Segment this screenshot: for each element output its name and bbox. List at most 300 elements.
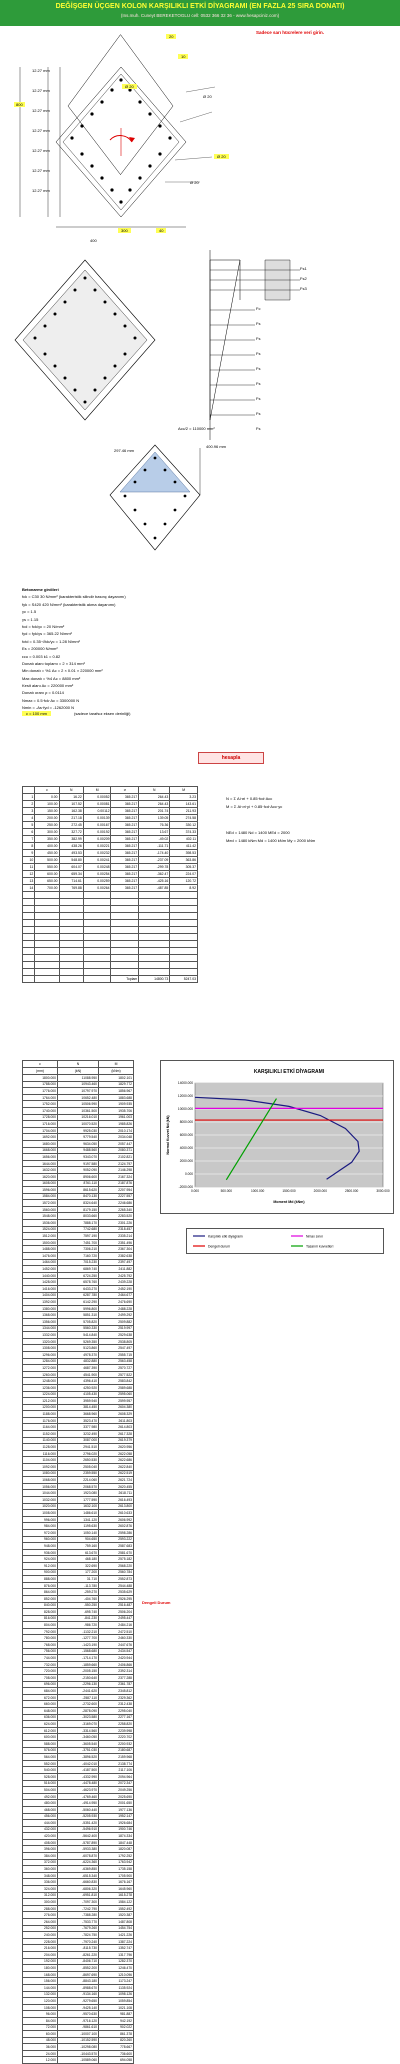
input-row: Es = 200000 N/mm² xyxy=(22,646,58,652)
table-cell: 108.000 xyxy=(23,2004,58,2011)
table-cell: 8 xyxy=(23,843,35,850)
table-cell xyxy=(139,941,170,948)
table-row xyxy=(23,2057,134,2064)
table-cell xyxy=(111,934,139,941)
bottom-dim-input-2[interactable]: 40 xyxy=(156,228,166,233)
table-cell: 8761.110 xyxy=(57,1180,98,1187)
table-row xyxy=(23,1338,134,1345)
table-cell: 8179.150 xyxy=(57,1206,98,1213)
table-cell: 2434.547 xyxy=(99,1648,134,1655)
table-cell: 2620.956 xyxy=(99,1444,134,1451)
input-row: fyd = fyk/γs = 365.22 N/mm² xyxy=(22,631,73,637)
table-cell: 1272.000 xyxy=(23,1365,58,1372)
table-cell: 2406.866 xyxy=(99,1661,134,1668)
table-row xyxy=(23,1800,134,1807)
interaction-values-table xyxy=(22,1060,134,2064)
table-cell: -1423.190 xyxy=(57,1642,98,1649)
table-cell: 588.000 xyxy=(23,1740,58,1747)
table-cell: 3959.940 xyxy=(57,1398,98,1405)
table-cell: 2187.876 xyxy=(99,1180,134,1187)
table-total-row xyxy=(23,976,198,983)
table-cell: 2124.797 xyxy=(99,1160,134,1167)
table-cell: 2068.570 xyxy=(57,1483,98,1490)
table-row xyxy=(23,1226,134,1233)
table-cell: 2049.256 xyxy=(99,1787,134,1794)
table-row xyxy=(23,1239,134,1246)
table-cell: -10007.100 xyxy=(57,2031,98,2038)
table-cell: 2227.557 xyxy=(99,1193,134,1200)
table-cell: 7888.170 xyxy=(57,1220,98,1227)
table-cell: 1164.000 xyxy=(23,1424,58,1431)
input-row[interactable]: fck = C30 30 N/mm² (karakteristik silindir basınç dayanımı) xyxy=(22,594,126,600)
neutral-axis-note: (sadece tarafsız eksen derinliği) xyxy=(74,711,131,716)
spacing-label: 12.27 mm xyxy=(32,148,50,153)
table-cell: 5414.840 xyxy=(57,1332,98,1339)
table-row xyxy=(23,1299,134,1306)
bar-dim-input-2[interactable]: Ø 20 xyxy=(214,154,229,159)
table-cell: 2575.182 xyxy=(99,1556,134,1563)
side-dim-input[interactable]: 800 xyxy=(16,102,23,107)
table-cell: 365.217 xyxy=(111,885,139,892)
table-cell: 350.00 xyxy=(35,836,59,843)
table-cell: 876.000 xyxy=(23,1582,58,1589)
table-cell: -986.720 xyxy=(57,1622,98,1629)
table-cell xyxy=(35,948,59,955)
table-row xyxy=(23,2017,134,2024)
table-cell: 192.000 xyxy=(23,1958,58,1965)
table-row xyxy=(23,1444,134,1451)
table-cell: -111.71 xyxy=(139,843,170,850)
table-cell: 365.217 xyxy=(111,822,139,829)
table-cell xyxy=(111,969,139,976)
input-row[interactable]: fyk = S420 420 N/mm² (karakteristik akma dayanımı) xyxy=(22,601,116,607)
table-cell: 12.000 xyxy=(23,2057,58,2064)
table-cell: 4978.370 xyxy=(57,1351,98,1358)
table-cell: 1923.080 xyxy=(57,1490,98,1497)
table-cell: 1668.000 xyxy=(23,1147,58,1154)
table-row xyxy=(23,1477,134,1484)
table-cell xyxy=(170,969,198,976)
table-cell: 432.000 xyxy=(23,1826,58,1833)
table-cell: 1777.590 xyxy=(57,1497,98,1504)
table-cell: 2283.520 xyxy=(99,1213,134,1220)
table-cell: 1308.000 xyxy=(23,1345,58,1352)
table-row xyxy=(23,2037,134,2044)
input-row: Donatı oranı ρ = 0.0114 xyxy=(22,690,64,696)
table-row xyxy=(23,1081,134,1088)
table-cell: 264.43 xyxy=(139,794,170,801)
table-row xyxy=(23,1622,134,1629)
table-cell: 365.217 xyxy=(111,878,139,885)
table-cell: 1200.000 xyxy=(23,1404,58,1411)
table-cell: 1676.167 xyxy=(99,1879,134,1886)
width-label: 400 xyxy=(90,238,97,243)
force-label: Fs xyxy=(256,396,261,401)
table-row xyxy=(23,2031,134,2038)
table-cell xyxy=(59,948,83,955)
table-cell: 16.22 xyxy=(59,794,83,801)
table-cell: 204.000 xyxy=(23,1951,58,1958)
table-cell: 336.000 xyxy=(23,1879,58,1886)
table-cell: -5933.380 xyxy=(57,1846,98,1853)
table-cell: 10943.460 xyxy=(57,1081,98,1088)
table-cell: 1680.000 xyxy=(23,1140,58,1147)
table-cell: 211.93 xyxy=(170,808,198,815)
table-row xyxy=(23,1938,134,1945)
table-cell xyxy=(59,927,83,934)
table-cell: 274.58 xyxy=(170,815,198,822)
table-cell xyxy=(170,962,198,969)
table-cell: 996.000 xyxy=(23,1516,58,1523)
force-label: Fs xyxy=(256,426,261,431)
table-row xyxy=(23,1773,134,1780)
table-cell xyxy=(23,906,35,913)
table-cell: 2599.957 xyxy=(99,1398,134,1405)
table-cell: 2614.803 xyxy=(99,1424,134,1431)
table-row xyxy=(23,1859,134,1866)
table-row xyxy=(23,1253,134,1260)
table-cell: 1344.000 xyxy=(23,1325,58,1332)
table-cell: 365.217 xyxy=(111,871,139,878)
table-cell: 548.80 xyxy=(59,857,83,864)
table-row xyxy=(23,1266,134,1273)
table-row xyxy=(23,843,198,850)
table-cell: 1152.000 xyxy=(23,1431,58,1438)
table-cell: 365.217 xyxy=(111,850,139,857)
table-cell: 0.00259 xyxy=(83,878,111,885)
table-cell xyxy=(35,927,59,934)
table-cell: 1716.000 xyxy=(23,1121,58,1128)
table-cell: 1246.470 xyxy=(99,1965,134,1972)
table-cell: -8406.710 xyxy=(57,1958,98,1965)
table-cell: -9861.610 xyxy=(57,2024,98,2031)
table-row xyxy=(23,927,198,934)
table-cell: 1296.000 xyxy=(23,1351,58,1358)
force-label: Fs xyxy=(256,321,261,326)
table-header-cell: M xyxy=(83,787,111,794)
table-row xyxy=(23,1919,134,1926)
table-cell: 2617.328 xyxy=(99,1431,134,1438)
table-cell: 1548.000 xyxy=(23,1213,58,1220)
table-cell: 300.000 xyxy=(23,1899,58,1906)
table-cell xyxy=(23,948,35,955)
top-dim-input[interactable]: 20 xyxy=(166,34,176,39)
table-cell: 7742.680 xyxy=(57,1226,98,1233)
table-row xyxy=(23,2004,134,2011)
table-cell xyxy=(35,955,59,962)
table-row xyxy=(23,1714,134,1721)
spacing-label: 12.27 mm xyxy=(32,68,50,73)
table-cell: 9925.030 xyxy=(57,1127,98,1134)
table-row xyxy=(23,1431,134,1438)
table-cell: 201.74 xyxy=(139,808,170,815)
table-row xyxy=(23,1932,134,1939)
table-row xyxy=(23,1127,134,1134)
table-row xyxy=(23,1734,134,1741)
table-row xyxy=(23,1971,134,1978)
table-cell: 11088.950 xyxy=(57,1075,98,1082)
table-cell: -174.40 xyxy=(139,850,170,857)
bottom-dim-input[interactable]: 300 xyxy=(118,228,131,233)
result-table xyxy=(22,786,198,983)
table-cell: 13 xyxy=(23,878,35,885)
table-cell: -3460.050 xyxy=(57,1734,98,1741)
table-cell: -9279.650 xyxy=(57,1998,98,2005)
table-cell: 6433.270 xyxy=(57,1286,98,1293)
table-cell xyxy=(111,906,139,913)
table-cell: 272.45 xyxy=(59,822,83,829)
table-cell: 411.42 xyxy=(170,843,198,850)
spacing-label: 12.27 mm xyxy=(32,88,50,93)
table-cell: 2072.347 xyxy=(99,1780,134,1787)
table-cell: 6142.290 xyxy=(57,1299,98,1306)
table-cell: 372.000 xyxy=(23,1859,58,1866)
table-total-cell: 14800.73 xyxy=(139,976,170,983)
table-cell: -7970.240 xyxy=(57,1938,98,1945)
table-cell: -2878.090 xyxy=(57,1708,98,1715)
table-cell: 2563.458 xyxy=(99,1358,134,1365)
table-cell: 1248.000 xyxy=(23,1378,58,1385)
table-cell: 2351.496 xyxy=(99,1239,134,1246)
table-cell: 2621.724 xyxy=(99,1477,134,1484)
table-row xyxy=(23,1220,134,1227)
table-cell: 84.000 xyxy=(23,2017,58,2024)
table-cell: 2516.487 xyxy=(99,1602,134,1609)
table-cell: 2246.686 xyxy=(99,1200,134,1207)
table-cell xyxy=(35,969,59,976)
table-row xyxy=(23,1173,134,1180)
table-cell: 1452.000 xyxy=(23,1266,58,1273)
table-cell: 768.000 xyxy=(23,1642,58,1649)
table-cell: 7306.210 xyxy=(57,1246,98,1253)
table-cell: 168.000 xyxy=(23,1971,58,1978)
table-cell: 1763.942 xyxy=(99,1859,134,1866)
table-cell: 613.670 xyxy=(57,1549,98,1556)
table-cell: 2146.298 xyxy=(99,1167,134,1174)
table-cell: -4623.970 xyxy=(57,1787,98,1794)
table-header-cell: M xyxy=(170,787,198,794)
table-cell xyxy=(83,899,111,906)
table-cell: 2094.964 xyxy=(99,1773,134,1780)
table-header-cell: σ xyxy=(111,787,139,794)
table-cell: 2568.220 xyxy=(99,1562,134,1569)
table-cell: 9 xyxy=(23,850,35,857)
table-cell: 1476.000 xyxy=(23,1253,58,1260)
table-cell: 2538.805 xyxy=(99,1338,134,1345)
table-cell: 408.000 xyxy=(23,1839,58,1846)
table-cell: 4832.880 xyxy=(57,1358,98,1365)
table-cell: -841.230 xyxy=(57,1615,98,1622)
table-row xyxy=(23,934,198,941)
table-row xyxy=(23,1833,134,1840)
table-cell: 327.72 xyxy=(59,829,83,836)
table-cell: 694.058 xyxy=(99,2057,134,2064)
bar-dim-input-1[interactable]: Ø 20 xyxy=(122,84,137,89)
table-row xyxy=(23,1965,134,1972)
table-cell: -49.02 xyxy=(139,836,170,843)
table-cell: 672.000 xyxy=(23,1694,58,1701)
table-cell: 1656.000 xyxy=(23,1154,58,1161)
table-cell: 6724.250 xyxy=(57,1272,98,1279)
table-cell: 3814.450 xyxy=(57,1404,98,1411)
table-cell: 1044.000 xyxy=(23,1490,58,1497)
table-cell: 2318.457 xyxy=(99,1226,134,1233)
table-row xyxy=(23,1984,134,1991)
table-cell xyxy=(139,955,170,962)
table-row xyxy=(23,1140,134,1147)
neutral-axis-input[interactable]: c = 100 mm xyxy=(22,711,51,716)
table-cell: 365.217 xyxy=(111,794,139,801)
table-row xyxy=(23,1576,134,1583)
table-cell: 1135.924 xyxy=(99,1984,134,1991)
table-cell: 852.000 xyxy=(23,1595,58,1602)
table-cell: 1985.826 xyxy=(99,1121,134,1128)
table-cell: 9779.540 xyxy=(57,1134,98,1141)
table-row xyxy=(23,1510,134,1517)
table-cell: 2552.873 xyxy=(99,1576,134,1583)
table-row xyxy=(23,962,198,969)
table-cell: 1188.000 xyxy=(23,1411,58,1418)
table-row xyxy=(23,829,198,836)
table-cell xyxy=(83,941,111,948)
table-row xyxy=(23,1694,134,1701)
table-cell: 5560.330 xyxy=(57,1325,98,1332)
table-cell: 300.00 xyxy=(35,829,59,836)
legend-label: Nmax sınırı xyxy=(306,1234,324,1239)
table-cell xyxy=(59,955,83,962)
table-cell: -4478.480 xyxy=(57,1780,98,1787)
table-cell xyxy=(23,976,35,983)
table-row xyxy=(23,1747,134,1754)
table-row xyxy=(23,892,198,899)
table-row xyxy=(23,1325,134,1332)
table-cell: 2941.510 xyxy=(57,1444,98,1451)
table-cell: 936.000 xyxy=(23,1549,58,1556)
table-cell: 1926.684 xyxy=(99,1820,134,1827)
input-row: Max donatı = %4 Ac = 8800 mm² xyxy=(22,675,81,681)
table-cell: -6806.320 xyxy=(57,1886,98,1893)
table-cell: 0.00264 xyxy=(83,885,111,892)
table-row xyxy=(23,1912,134,1919)
table-cell: 2180.687 xyxy=(99,1747,134,1754)
y-tick-label: 2000.000 xyxy=(179,1159,193,1164)
table-cell: -2587.110 xyxy=(57,1694,98,1701)
table-cell: 2329.362 xyxy=(99,1694,134,1701)
table-cell: -113.780 xyxy=(57,1582,98,1589)
table-cell: 2583.842 xyxy=(99,1378,134,1385)
table-cell: 2499.292 xyxy=(99,1312,134,1319)
table-cell xyxy=(170,955,198,962)
table-cell: -550.250 xyxy=(57,1602,98,1609)
table-row xyxy=(23,1286,134,1293)
table-cell xyxy=(83,927,111,934)
table-row xyxy=(23,1417,134,1424)
table-row xyxy=(23,2011,134,2018)
table-cell: 2335.214 xyxy=(99,1233,134,1240)
table-row xyxy=(23,1233,134,1240)
table-cell: 2509.882 xyxy=(99,1318,134,1325)
table-cell: 1792.252 xyxy=(99,1853,134,1860)
table-row xyxy=(23,1562,134,1569)
table-cell: 348.000 xyxy=(23,1872,58,1879)
table-cell: -3314.560 xyxy=(57,1727,98,1734)
table-row xyxy=(23,1886,134,1893)
table-unit-cell: (kNm) xyxy=(99,1068,134,1075)
table-cell: 1059.854 xyxy=(99,1998,134,2005)
input-row[interactable]: γs = 1.15 xyxy=(22,616,39,622)
table-cell xyxy=(170,913,198,920)
table-unit-row xyxy=(23,1068,134,1075)
table-cell: 360.000 xyxy=(23,1866,58,1873)
force-label: Fs3 xyxy=(300,286,307,291)
table-cell: 1512.000 xyxy=(23,1233,58,1240)
section-drawing-top xyxy=(0,32,400,242)
inputs-block xyxy=(22,586,282,712)
table-cell: 1883.688 xyxy=(99,1094,134,1101)
table-cell: 1829.772 xyxy=(99,1081,134,1088)
table-cell: 942.192 xyxy=(99,2017,134,2024)
table-cell: 528.000 xyxy=(23,1773,58,1780)
input-row: Min donatı = %1 Ac = 2 × 0.01 × 220000 mm² xyxy=(22,668,103,674)
table-cell: 252.000 xyxy=(23,1925,58,1932)
table-row xyxy=(23,1866,134,1873)
table-cell: 363.86 xyxy=(170,857,198,864)
table-cell: 10 xyxy=(23,857,35,864)
table-cell: 107.52 xyxy=(59,801,83,808)
table-cell: -4042.010 xyxy=(57,1760,98,1767)
input-row[interactable]: γc = 1.5 xyxy=(22,609,37,615)
table-cell: 1021.108 xyxy=(99,2004,134,2011)
table-header-cell: c xyxy=(35,787,59,794)
table-cell: 924.000 xyxy=(23,1556,58,1563)
table-cell: 2622.058 xyxy=(99,1450,134,1457)
table-cell xyxy=(111,913,139,920)
table-cell: 696.000 xyxy=(23,1681,58,1688)
table-row xyxy=(23,1134,134,1141)
width-dim-input[interactable]: 10 xyxy=(178,54,188,59)
table-cell: -4187.500 xyxy=(57,1767,98,1774)
table-cell: 3 xyxy=(23,808,35,815)
table-cell: 4687.390 xyxy=(57,1365,98,1372)
table-cell: 2555.715 xyxy=(99,1351,134,1358)
table-cell xyxy=(139,927,170,934)
table-cell: 200.00 xyxy=(35,815,59,822)
calculate-button[interactable]: hesapla xyxy=(198,752,264,764)
table-cell: -9716.120 xyxy=(57,2017,98,2024)
table-cell: 2312.438 xyxy=(99,1701,134,1708)
table-cell: 438.26 xyxy=(59,843,83,850)
table-cell xyxy=(59,892,83,899)
table-cell: 120.72 xyxy=(170,878,198,885)
table-cell: 7597.190 xyxy=(57,1233,98,1240)
table-cell: 2622.519 xyxy=(99,1470,134,1477)
table-cell: 2587.683 xyxy=(99,1543,134,1550)
table-cell: 1728.000 xyxy=(23,1114,58,1121)
table-cell: 12 xyxy=(23,871,35,878)
table-row xyxy=(23,1391,134,1398)
table-row xyxy=(23,1160,134,1167)
table-cell xyxy=(139,899,170,906)
table-cell: 9634.050 xyxy=(57,1140,98,1147)
table-cell: 1224.000 xyxy=(23,1391,58,1398)
table-cell: 2452.190 xyxy=(99,1286,134,1293)
x-tick-label: 1500.000 xyxy=(282,1189,296,1193)
table-cell: 312.000 xyxy=(23,1892,58,1899)
table-cell: 2604.380 xyxy=(99,1404,134,1411)
table-cell xyxy=(83,955,111,962)
table-row xyxy=(23,2050,134,2057)
table-cell: 10797.970 xyxy=(57,1088,98,1095)
